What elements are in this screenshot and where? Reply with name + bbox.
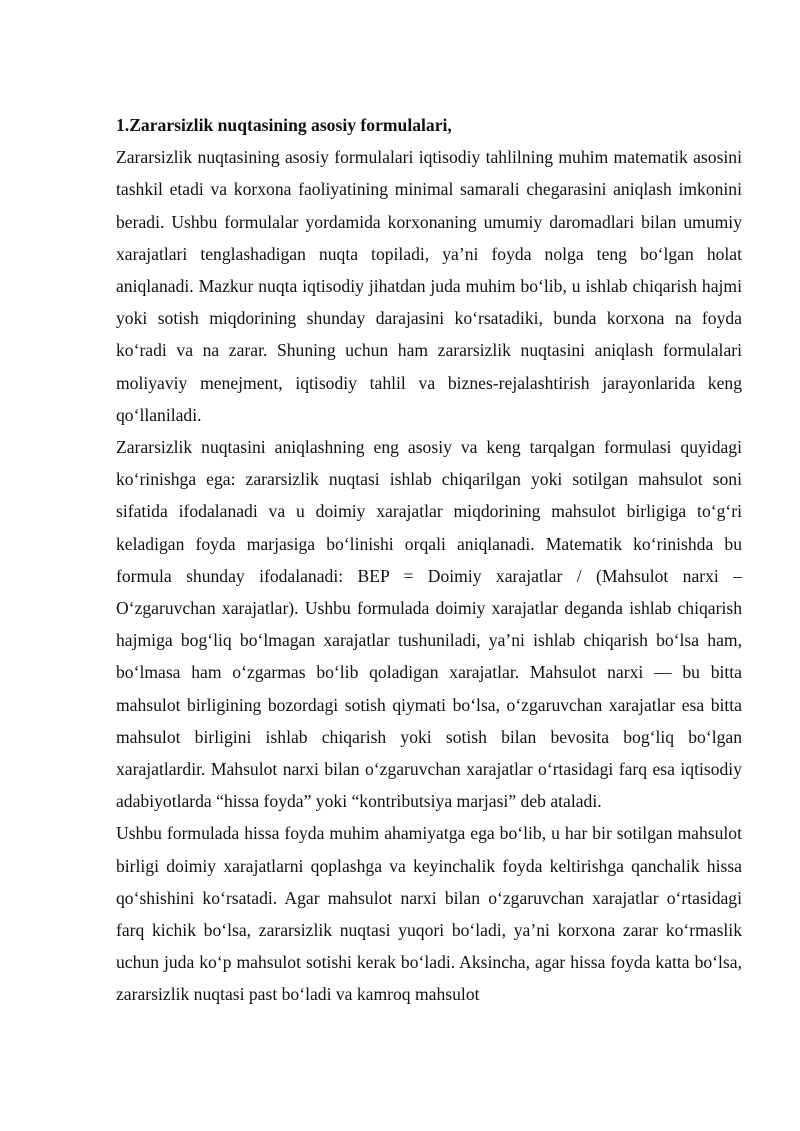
document-page: [116, 109, 742, 1011]
paragraph-2: Zararsizlik nuqtasini aniqlashning eng asosiy va keng tarqalgan formulasi quyidagi ko‘rinishga ega: zararsizlik nuqtasi ishlab chiqarilgan yoki sotilgan mahsulot soni sifatida ifodalanadi va u doimiy xarajatlar miqdorining mahsulot birligiga to‘g‘ri keladigan foyda marjasiga bo‘linishi orqali aniqlanadi. Matematik ko‘rinishda bu formula shunday ifodalanadi: BEP = Doimiy xarajatlar / (Mahsulot narxi – O‘zgaruvchan xarajatlar). Ushbu formulada doimiy xarajatlar deganda ishlab chiqarish hajmiga bog‘liq bo‘lmagan xarajatlar tushuniladi, ya’ni ishlab chiqarish bo‘lsa ham, bo‘lmasa ham o‘zgarmas bo‘lib qoladigan xarajatlar. Mahsulot narxi — bu bitta mahsulot birligining bozordagi sotish qiymati bo‘lsa, o‘zgaruvchan xarajatlar esa bitta mahsulot birligini ishlab chiqarish yoki sotish bilan bevosita bog‘liq bo‘lgan xarajatlardir. Mahsulot narxi bilan o‘zgaruvchan xarajatlar o‘rtasidagi farq esa iqtisodiy adabiyotlarda “hissa foyda” yoki “kontributsiya marjasi” deb ataladi.: [116, 437, 742, 812]
paragraph-3: Ushbu formulada hissa foyda muhim ahamiyatga ega bo‘lib, u har bir sotilgan mahsulot birligi doimiy xarajatlarni qoplashga va keyinchalik foyda keltirishga qanchalik hissa qo‘shishini ko‘rsatadi. Agar mahsulot narxi bilan o‘zgaruvchan xarajatlar o‘rtasidagi farq kichik bo‘lsa, zararsizlik nuqtasi yuqori bo‘ladi, ya’ni korxona zarar ko‘rmaslik uchun juda ko‘p mahsulot sotishi kerak bo‘ladi. Aksincha, agar hissa foyda katta bo‘lsa, zararsizlik nuqtasi past bo‘ladi va kamroq mahsulot: [116, 823, 742, 1005]
paragraph-1: Zararsizlik nuqtasining asosiy formulalari iqtisodiy tahlilning muhim matematik asosini tashkil etadi va korxona faoliyatining minimal samarali chegarasini aniqlash imkonini beradi. Ushbu formulalar yordamida korxonaning umumiy daromadlari bilan umumiy xarajatlari tenglashadigan nuqta topiladi, ya’ni foyda nolga teng bo‘lgan holat aniqlanadi. Mazkur nuqta iqtisodiy jihatdan juda muhim bo‘lib, u ishlab chiqarish hajmi yoki sotish miqdorining shunday darajasini ko‘rsatadiki, bunda korxona na foyda ko‘radi va na zarar. Shuning uchun ham zararsizlik nuqtasini aniqlash formulalari moliyaviy menejment, iqtisodiy tahlil va biznes-rejalashtirish jarayonlarida keng qo‘llaniladi.: [116, 147, 742, 425]
section-heading: 1.Zararsizlik nuqtasining asosiy formulalari,: [116, 115, 452, 135]
